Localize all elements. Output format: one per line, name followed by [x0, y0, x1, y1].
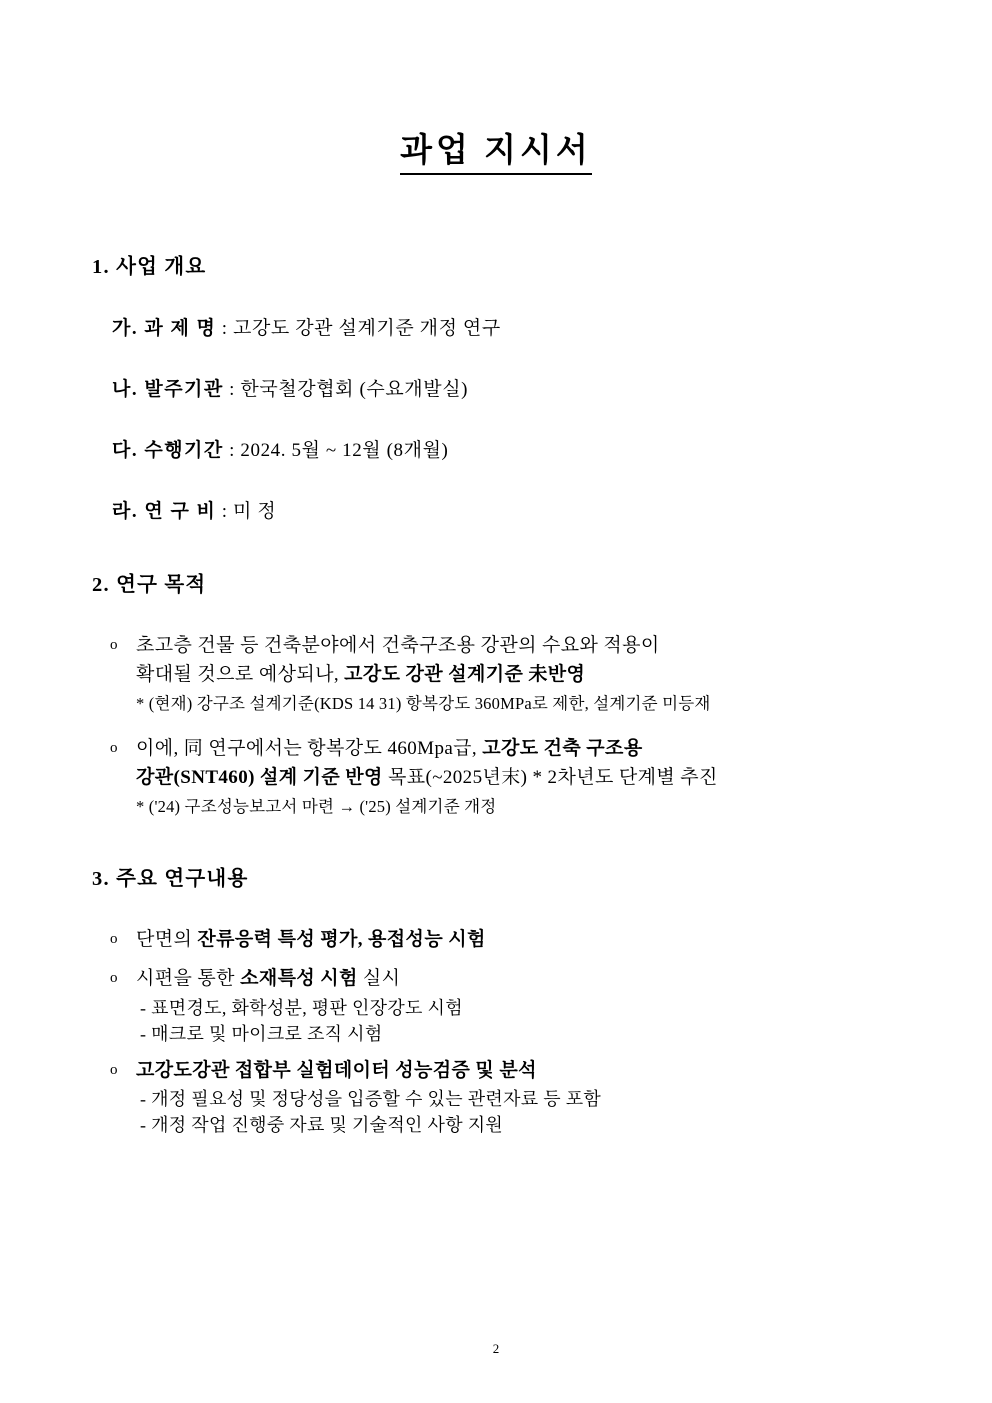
field-budget-value: 미 정	[233, 501, 277, 522]
section-business-overview	[78, 249, 914, 523]
content-bullet-1-lead: 단면의	[136, 928, 198, 950]
field-duration-sep: :	[223, 440, 241, 461]
section-research-content	[78, 861, 914, 1137]
section-1-heading: 1. 사업 개요	[92, 256, 207, 278]
field-client-org-sep: :	[223, 379, 241, 400]
content-bullet-2-tail: 실시	[357, 968, 401, 990]
purpose-bullet-2	[110, 734, 914, 793]
section-2-heading: 2. 연구 목적	[92, 574, 207, 596]
purpose-note-2: * ('24) 구조성능보고서 마련 → ('25) 설계기준 개정	[136, 796, 497, 816]
content-bullet-2-body	[136, 964, 914, 993]
purpose-bullet-2-body	[136, 734, 914, 793]
content-bullet-3-body: 고강도강관 접합부 실험데이터 성능검증 및 분석	[136, 1059, 537, 1081]
content-bullet-1-body	[136, 925, 914, 954]
content-dash-1: - 표면경도, 화학성분, 평판 인장강도 시험	[140, 997, 463, 1018]
purpose-bullet-1	[110, 631, 914, 690]
field-project-name	[112, 313, 914, 340]
purpose-bullet-1-line2: 확대될 것으로 예상되나,	[136, 664, 345, 686]
field-client-org-label: 나. 발주기관	[112, 379, 224, 400]
field-project-name-value: 고강도 강관 설계기준 개정 연구	[233, 318, 501, 339]
content-bullet-1	[110, 925, 914, 954]
page-number: 2	[492, 1341, 500, 1356]
bullet-marker-icon: ο	[110, 739, 118, 756]
field-budget-sep: :	[216, 501, 234, 522]
section-3-heading: 3. 주요 연구내용	[92, 867, 249, 890]
content-dash-3: - 개정 필요성 및 정당성을 입증할 수 있는 관련자료 등 포함	[140, 1089, 602, 1110]
purpose-bullet-1-line2-bold: 고강도 강관 설계기준 未반영	[344, 664, 586, 686]
bullet-marker-icon: ο	[110, 930, 118, 947]
content-dash-2: - 매크로 및 마이크로 조직 시험	[140, 1023, 383, 1044]
purpose-bullet-2-line1: 이에, 同 연구에서는 항복강도 460Mpa급,	[136, 737, 483, 759]
field-project-name-sep: :	[216, 318, 234, 339]
purpose-bullet-1-line1: 초고층 건물 등 건축분야에서 건축구조용 강관의 수요와 적용이	[136, 635, 660, 656]
content-bullet-2-bold: 소재특성 시험	[240, 968, 358, 990]
content-dash-4: - 개정 작업 진행중 자료 및 기술적인 사항 지원	[140, 1115, 504, 1136]
field-budget-label: 라. 연 구 비	[112, 501, 217, 522]
field-client-org	[112, 374, 914, 401]
purpose-bullet-2-line2: 목표(~2025년末) * 2차년도 단계별 추진	[382, 767, 718, 789]
field-duration	[112, 435, 914, 462]
content-bullet-3	[110, 1056, 914, 1085]
content-bullet-2-lead: 시편을 통한	[136, 968, 241, 990]
field-budget	[112, 496, 914, 523]
section-research-purpose	[78, 567, 914, 817]
content-bullet-2	[110, 964, 914, 993]
purpose-note-1: * (현재) 강구조 설계기준(KDS 14 31) 항복강도 360MPa로 제한, 설계기준 미등재	[136, 693, 711, 713]
content-bullet-1-bold: 잔류응력 특성 평가, 용접성능 시험	[197, 928, 486, 950]
field-duration-label: 다. 수행기간	[112, 440, 224, 461]
field-project-name-label: 가. 과 제 명	[112, 318, 217, 339]
page-title-text: 과업 지시서	[400, 133, 592, 175]
purpose-bullet-1-body	[136, 631, 914, 690]
bullet-marker-icon: ο	[110, 1061, 118, 1078]
bullet-marker-icon: ο	[110, 637, 118, 653]
field-duration-value: 2024. 5월 ~ 12월 (8개월)	[240, 440, 449, 461]
field-client-org-value: 한국철강협회 (수요개발실)	[240, 379, 469, 400]
bullet-marker-icon: ο	[110, 970, 118, 987]
purpose-bullet-2-line1-bold: 고강도 건축 구조용	[482, 737, 643, 759]
page-title	[78, 124, 914, 171]
purpose-bullet-2-line2-bold: 강관(SNT460) 설계 기준 반영	[136, 767, 383, 789]
